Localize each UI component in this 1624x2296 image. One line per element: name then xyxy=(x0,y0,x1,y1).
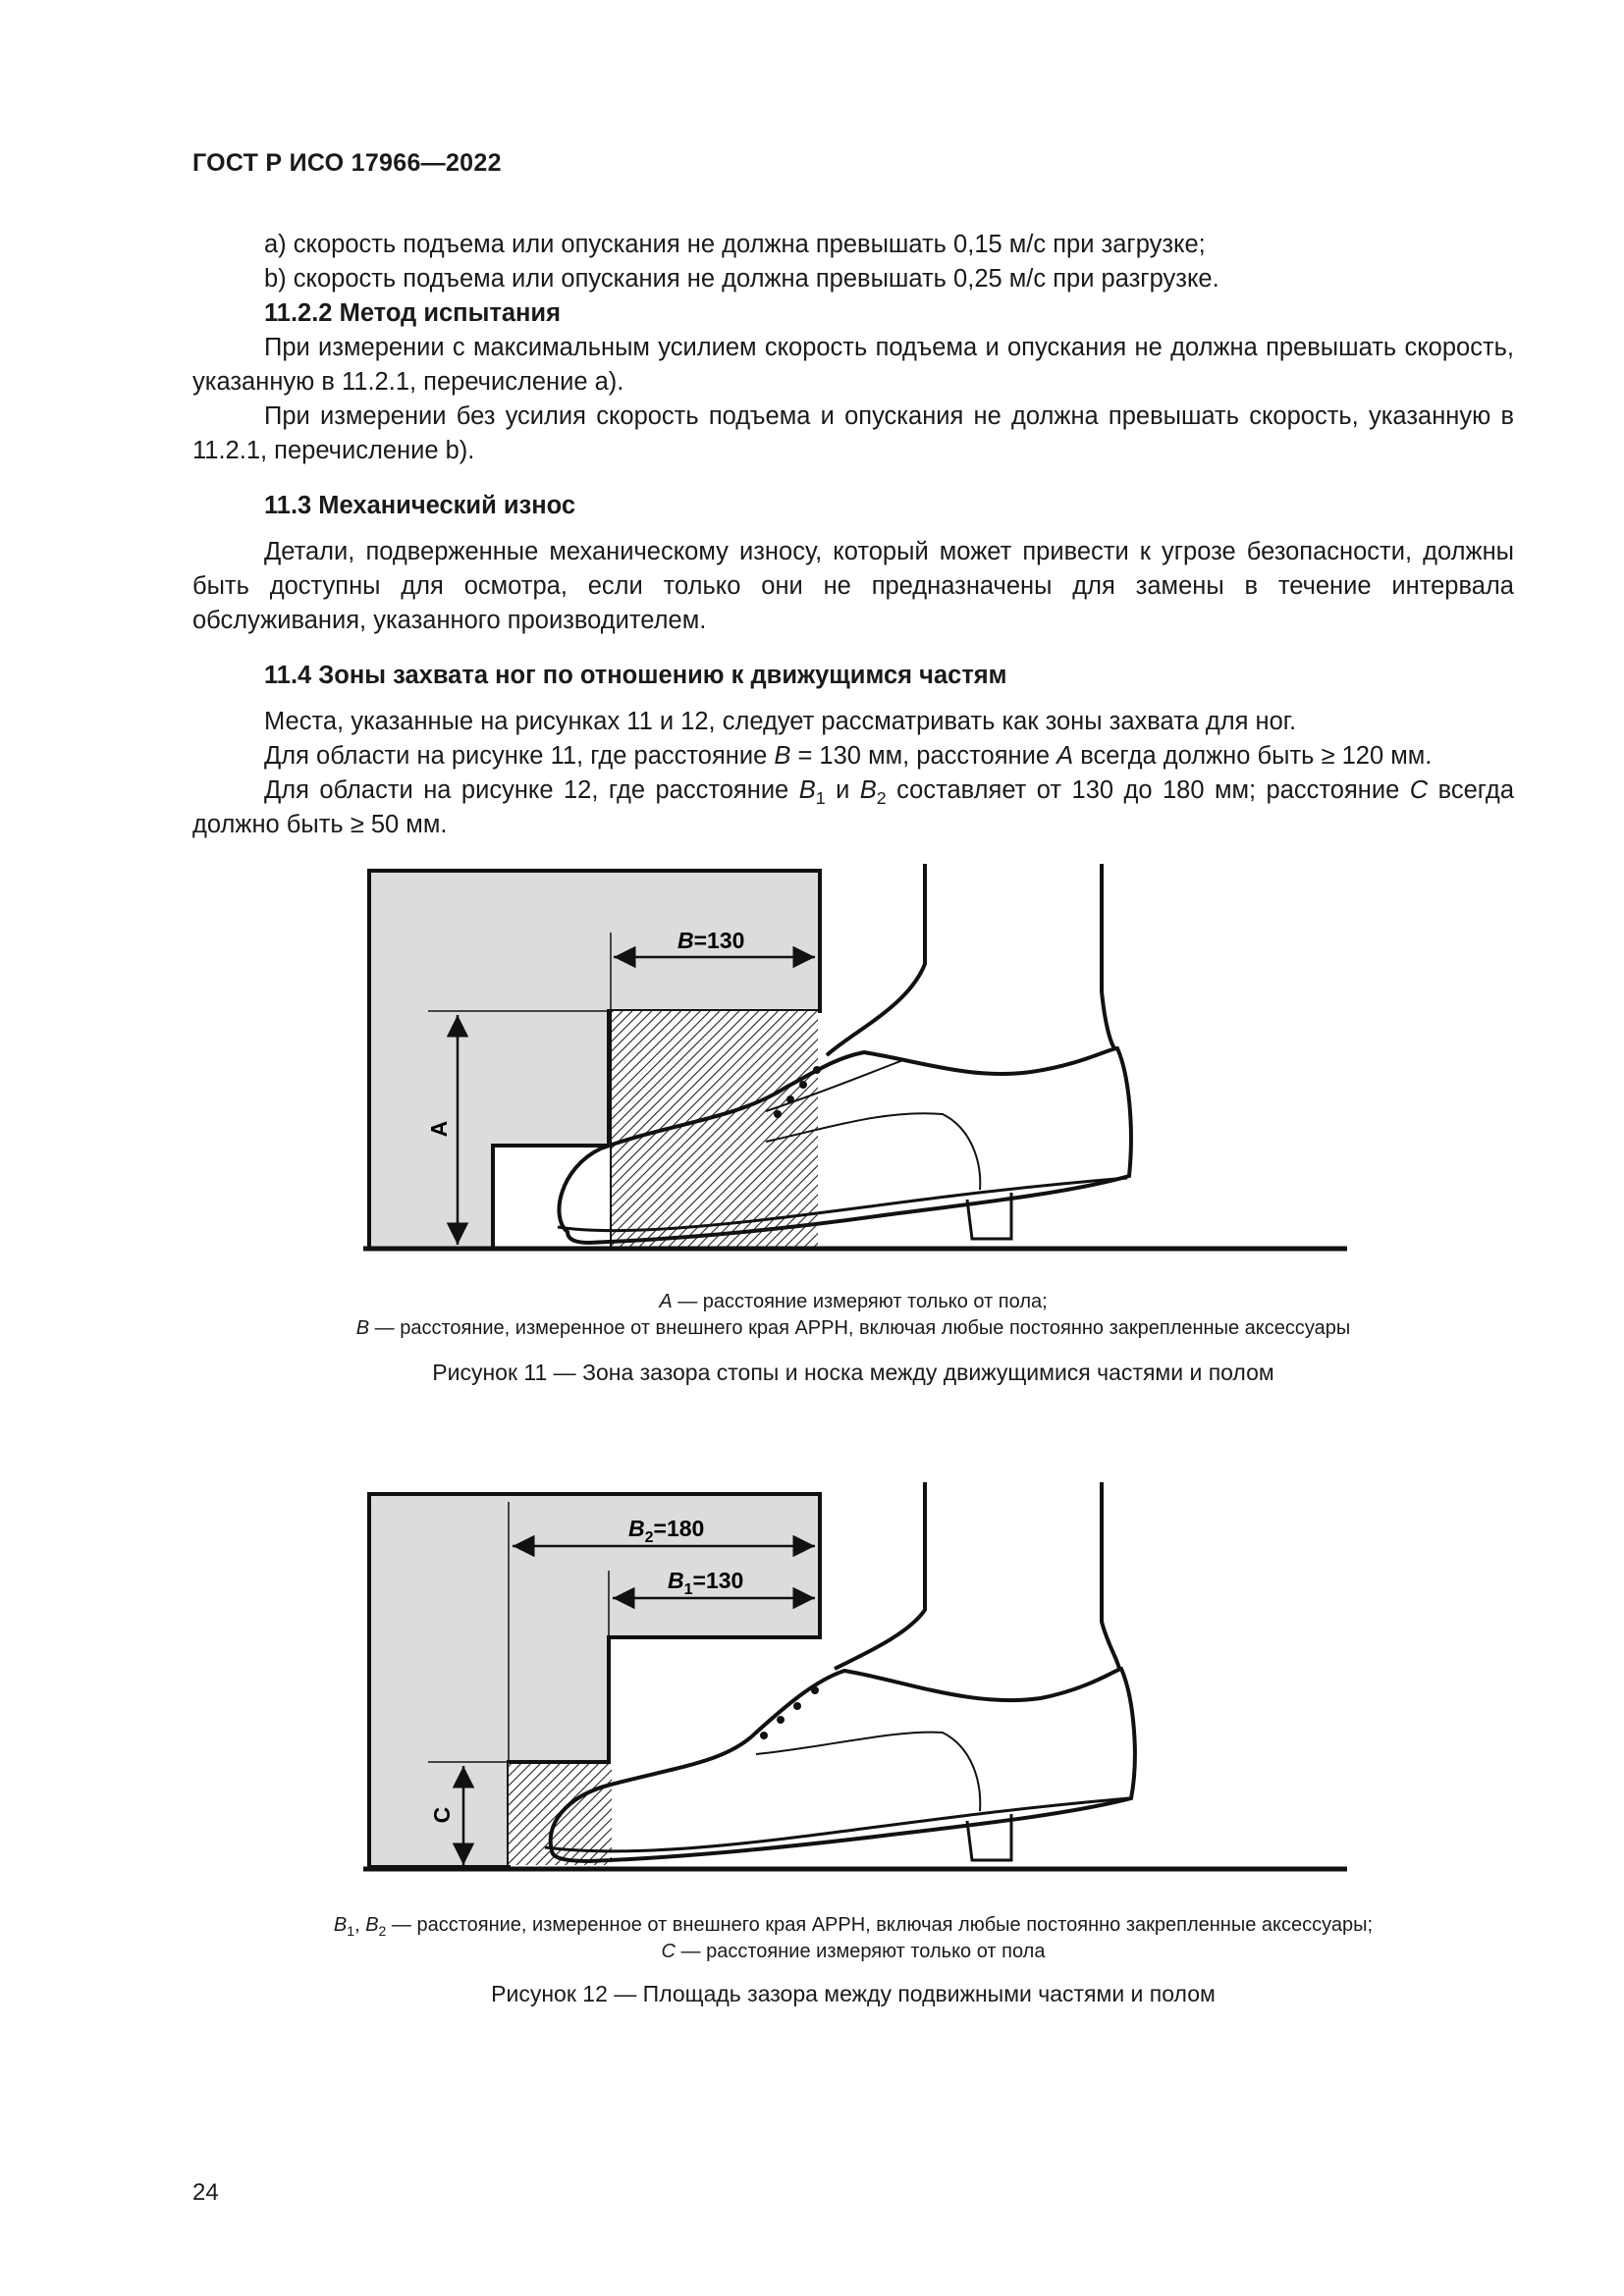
paragraph-figure11-rule: Для области на рисунке 11, где расстояние B = 130 мм, расстояние A всегда должно быть ≥ 120 мм. xyxy=(264,742,1433,770)
figure-12-diagram xyxy=(353,1477,1355,1890)
dim-a-label: A xyxy=(426,1120,452,1138)
paragraph-max-force: При измерении с максимальным усилием скорость подъема и опускания не должна превышать скорость, указанную в 11.2.1, перечисление a). xyxy=(192,334,1514,396)
dim-c-label: C xyxy=(429,1806,455,1824)
dim-b-label: B=130 xyxy=(677,928,745,953)
page-number: 24 xyxy=(192,2179,219,2206)
leg-outline xyxy=(835,1482,925,1669)
leg-outline xyxy=(827,864,925,1055)
figure-12-legend xyxy=(192,1912,1514,1965)
legend-a: A — расстояние измеряют только от пола; xyxy=(659,1291,1048,1312)
list-item-a: a) скорость подъема или опускания не должна превышать 0,15 м/с при загрузке; xyxy=(264,231,1206,258)
paragraph-zones: Места, указанные на рисунках 11 и 12, следует рассматривать как зоны захвата для ног. xyxy=(264,708,1297,735)
figure-11-legend xyxy=(192,1289,1514,1342)
heading-11-4: 11.4 Зоны захвата ног по отношению к движущимся частям xyxy=(264,662,1007,689)
list-item-b: b) скорость подъема или опускания не должна превышать 0,25 м/с при разгрузке. xyxy=(264,265,1219,293)
hatched-zone xyxy=(611,1011,818,1247)
legend-b: B — расстояние, измеренное от внешнего края APPH, включая любые постоянно закрепленные аксессуары xyxy=(355,1317,1351,1339)
figure-12-title: Рисунок 12 — Площадь зазора между подвижными частями и полом xyxy=(491,1981,1216,2006)
paragraph-wear: Детали, подверженные механическому износу, который может привести к угрозе безопасности, должны быть доступны для осмотра, если только они не предназначены для замены в течение интервала обслуживания, указанного производителем. xyxy=(192,538,1514,634)
figure-11-diagram xyxy=(353,859,1355,1261)
heading-11-3: 11.3 Механический износ xyxy=(264,492,576,519)
heading-11-2-2: 11.2.2 Метод испытания xyxy=(264,299,561,327)
body-text xyxy=(192,228,1514,842)
standard-header: ГОСТ Р ИСО 17966—2022 xyxy=(192,149,502,177)
legend-b1-b2: $B_1$, $B_2$ — расстояние, измеренное от внешнего края APPH, включая любые постоянно закрепленные аксессуары; xyxy=(333,1914,1374,1939)
paragraph-figure12-rule: Для области на рисунке 12, где расстояние $B_1$ и $B_2$ составляет от 130 до 180 мм; расстояние C всегда должно быть ≥ 50 мм. xyxy=(192,776,1514,838)
paragraph-no-force: При измерении без усилия скорость подъема и опускания не должна превышать скорость, указанную в 11.2.1, перечисление b). xyxy=(192,402,1514,464)
figure-11-title: Рисунок 11 — Зона зазора стопы и носка между движущимися частями и полом xyxy=(432,1360,1274,1385)
dim-b1-label: $B_1=130$ xyxy=(668,1568,744,1598)
legend-c: C — расстояние измеряют только от пола xyxy=(661,1941,1046,1962)
dim-b2-label: $B_2=180$ xyxy=(628,1516,705,1546)
